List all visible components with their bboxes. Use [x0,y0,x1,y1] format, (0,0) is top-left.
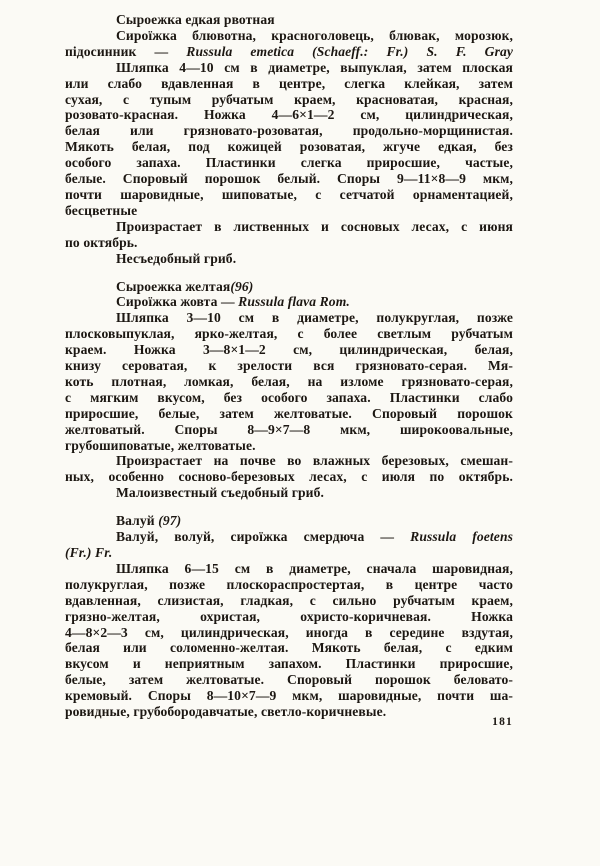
text-segment: белая или грязновато-розоватая, продольно-морщинистая. [65,123,513,139]
text-line [65,485,513,501]
text-segment: сухая, с тупым рубчатым краем, красноватая, красная, [65,91,513,107]
text-segment: Валуй, волуй, сироїжка смердюча — [116,529,411,545]
species-section-russula-foetens [65,513,513,720]
text-line [65,203,513,219]
text-segment: книзу сероватая, к зрелости вся грязновато-серая. Мя- [65,358,513,374]
italic-segment: (97) [158,513,182,529]
text-line [65,219,513,235]
text-segment: приросшие, белые, затем желтоватые. Споровый порошок [65,405,513,421]
text-line [65,406,513,422]
text-segment: особого запаха. Пластинки слегка приросшие, частые, [65,155,513,171]
text-line [65,640,513,656]
species-synonyms [65,545,513,561]
text-line [65,358,513,374]
text-line [65,76,513,92]
page-number: 181 [492,716,513,728]
text-segment: Шляпка 3—10 см в диаметре, полукруглая, позже [116,310,513,326]
text-line [65,688,513,704]
text-segment: вкусом и неприятным запахом. Пластинки приросшие, [65,656,513,672]
text-segment: Малоизвестный съедобный гриб. [116,485,325,501]
text-segment: грязно-желтая, охристая, охристо-коричневая. Ножка [65,608,513,624]
text-segment: вдавленная, слизистая, гладкая, с сильно рубчатым краем, [65,592,513,608]
text-segment: бесцветные [65,202,138,218]
text-segment: Сыроежка едкая рвотная [116,12,275,27]
text-line [65,561,513,577]
italic-segment: Russula emetica (Schaeff.: Fr.) S. F. Gray [186,43,514,59]
text-line [65,310,513,326]
text-segment: Валуй [116,513,159,529]
text-line [65,422,513,438]
text-segment: Мякоть белая, под кожицей розоватая, жгуче едкая, без [65,139,513,155]
text-segment: с мягким вкусом, без особого запаха. Пластинки слабо [65,389,513,405]
italic-segment: (Fr.) Fr. [65,545,113,560]
species-name-ru [65,513,513,529]
text-segment: ровидные, грубобородавчатые, светло-коричневые. [65,704,387,720]
text-segment: почти шаровидные, шиповатые, с сетчатой орнаментацией, [65,186,513,202]
text-line [65,656,513,672]
species-synonyms [65,294,513,310]
text-line [65,609,513,625]
text-line [65,171,513,187]
text-line [65,326,513,342]
italic-segment: (96) [230,278,254,294]
text-segment: Сыроежка желтая [116,278,231,294]
italic-segment: Russula foetens [410,529,513,545]
text-segment: плосковыпуклая, ярко-желтая, с более светлым рубчатым [65,326,513,342]
text-segment: розовато-красная. Ножка 4—6×1—2 см, цилиндрическая, [65,107,513,123]
text-line [65,593,513,609]
text-segment: Произрастает в лиственных и сосновых лесах, с июня [116,218,513,234]
text-segment: Сироїжка жовта — [116,294,239,310]
text-segment: ных, особенно сосново-березовых лесах, с июля по октябрь. [65,469,513,485]
text-segment: коть плотная, ломкая, белая, на изломе грязновато-серая, [65,373,513,389]
text-segment: или слабо вдавленная в центре, слегка клейкая, затем [65,75,513,91]
species-synonyms [65,28,513,44]
italic-segment: Russula flava Rom. [238,294,350,310]
text-segment: краем. Ножка 3—8×1—2 см, цилиндрическая, белая, [65,342,513,358]
text-line [65,453,513,469]
text-line [65,342,513,358]
text-segment: Произрастает на почве во влажных березовых, смешан- [116,453,513,469]
text-segment: кремовый. Споры 8—10×7—9 мкм, шаровидные, почти ша- [65,688,513,704]
text-segment: полукруглая, позже плоскораспростертая, в центре часто [65,576,513,592]
text-segment: Шляпка 6—15 см в диаметре, сначала шаровидная, [116,560,513,576]
text-line [65,92,513,108]
text-segment: по октябрь. [65,234,138,250]
species-synonyms [65,529,513,545]
species-section-russula-emetica [65,12,513,267]
species-name-ru [65,12,513,28]
text-segment: белые, затем желтоватые. Споровый порошок беловато- [65,672,513,688]
text-line [65,235,513,251]
text-line [65,577,513,593]
text-block [65,12,513,720]
text-line [65,123,513,139]
text-line [65,374,513,390]
text-line [65,390,513,406]
text-segment: 4—8×2—3 см, цилиндрическая, иногда в середине вздутая, [65,624,513,640]
text-line [65,438,513,454]
species-section-russula-flava [65,279,513,502]
species-name-ru [65,279,513,295]
text-segment: Сироїжка блювотна, красноголовець, блювак, морозюк, [116,27,513,43]
text-line [65,625,513,641]
text-line [65,60,513,76]
text-segment: белая или соломенно-желтая. Мякоть белая, с едким [65,640,513,656]
text-segment: Шляпка 4—10 см в диаметре, выпуклая, затем плоская [116,59,513,75]
text-line [65,187,513,203]
text-segment: підосинник — [65,43,187,59]
text-segment: грубошиповатые, желтоватые. [65,437,256,453]
text-line [65,107,513,123]
text-segment: белые. Споровый порошок белый. Споры 9—11×8—9 мкм, [65,171,513,187]
text-line [65,155,513,171]
text-segment: Несъедобный гриб. [116,250,237,266]
text-line [65,139,513,155]
species-synonyms [65,44,513,60]
text-segment: желтоватый. Споры 8—9×7—8 мкм, широкоовальные, [65,421,513,437]
text-line [65,251,513,267]
text-line [65,672,513,688]
text-line [65,469,513,485]
